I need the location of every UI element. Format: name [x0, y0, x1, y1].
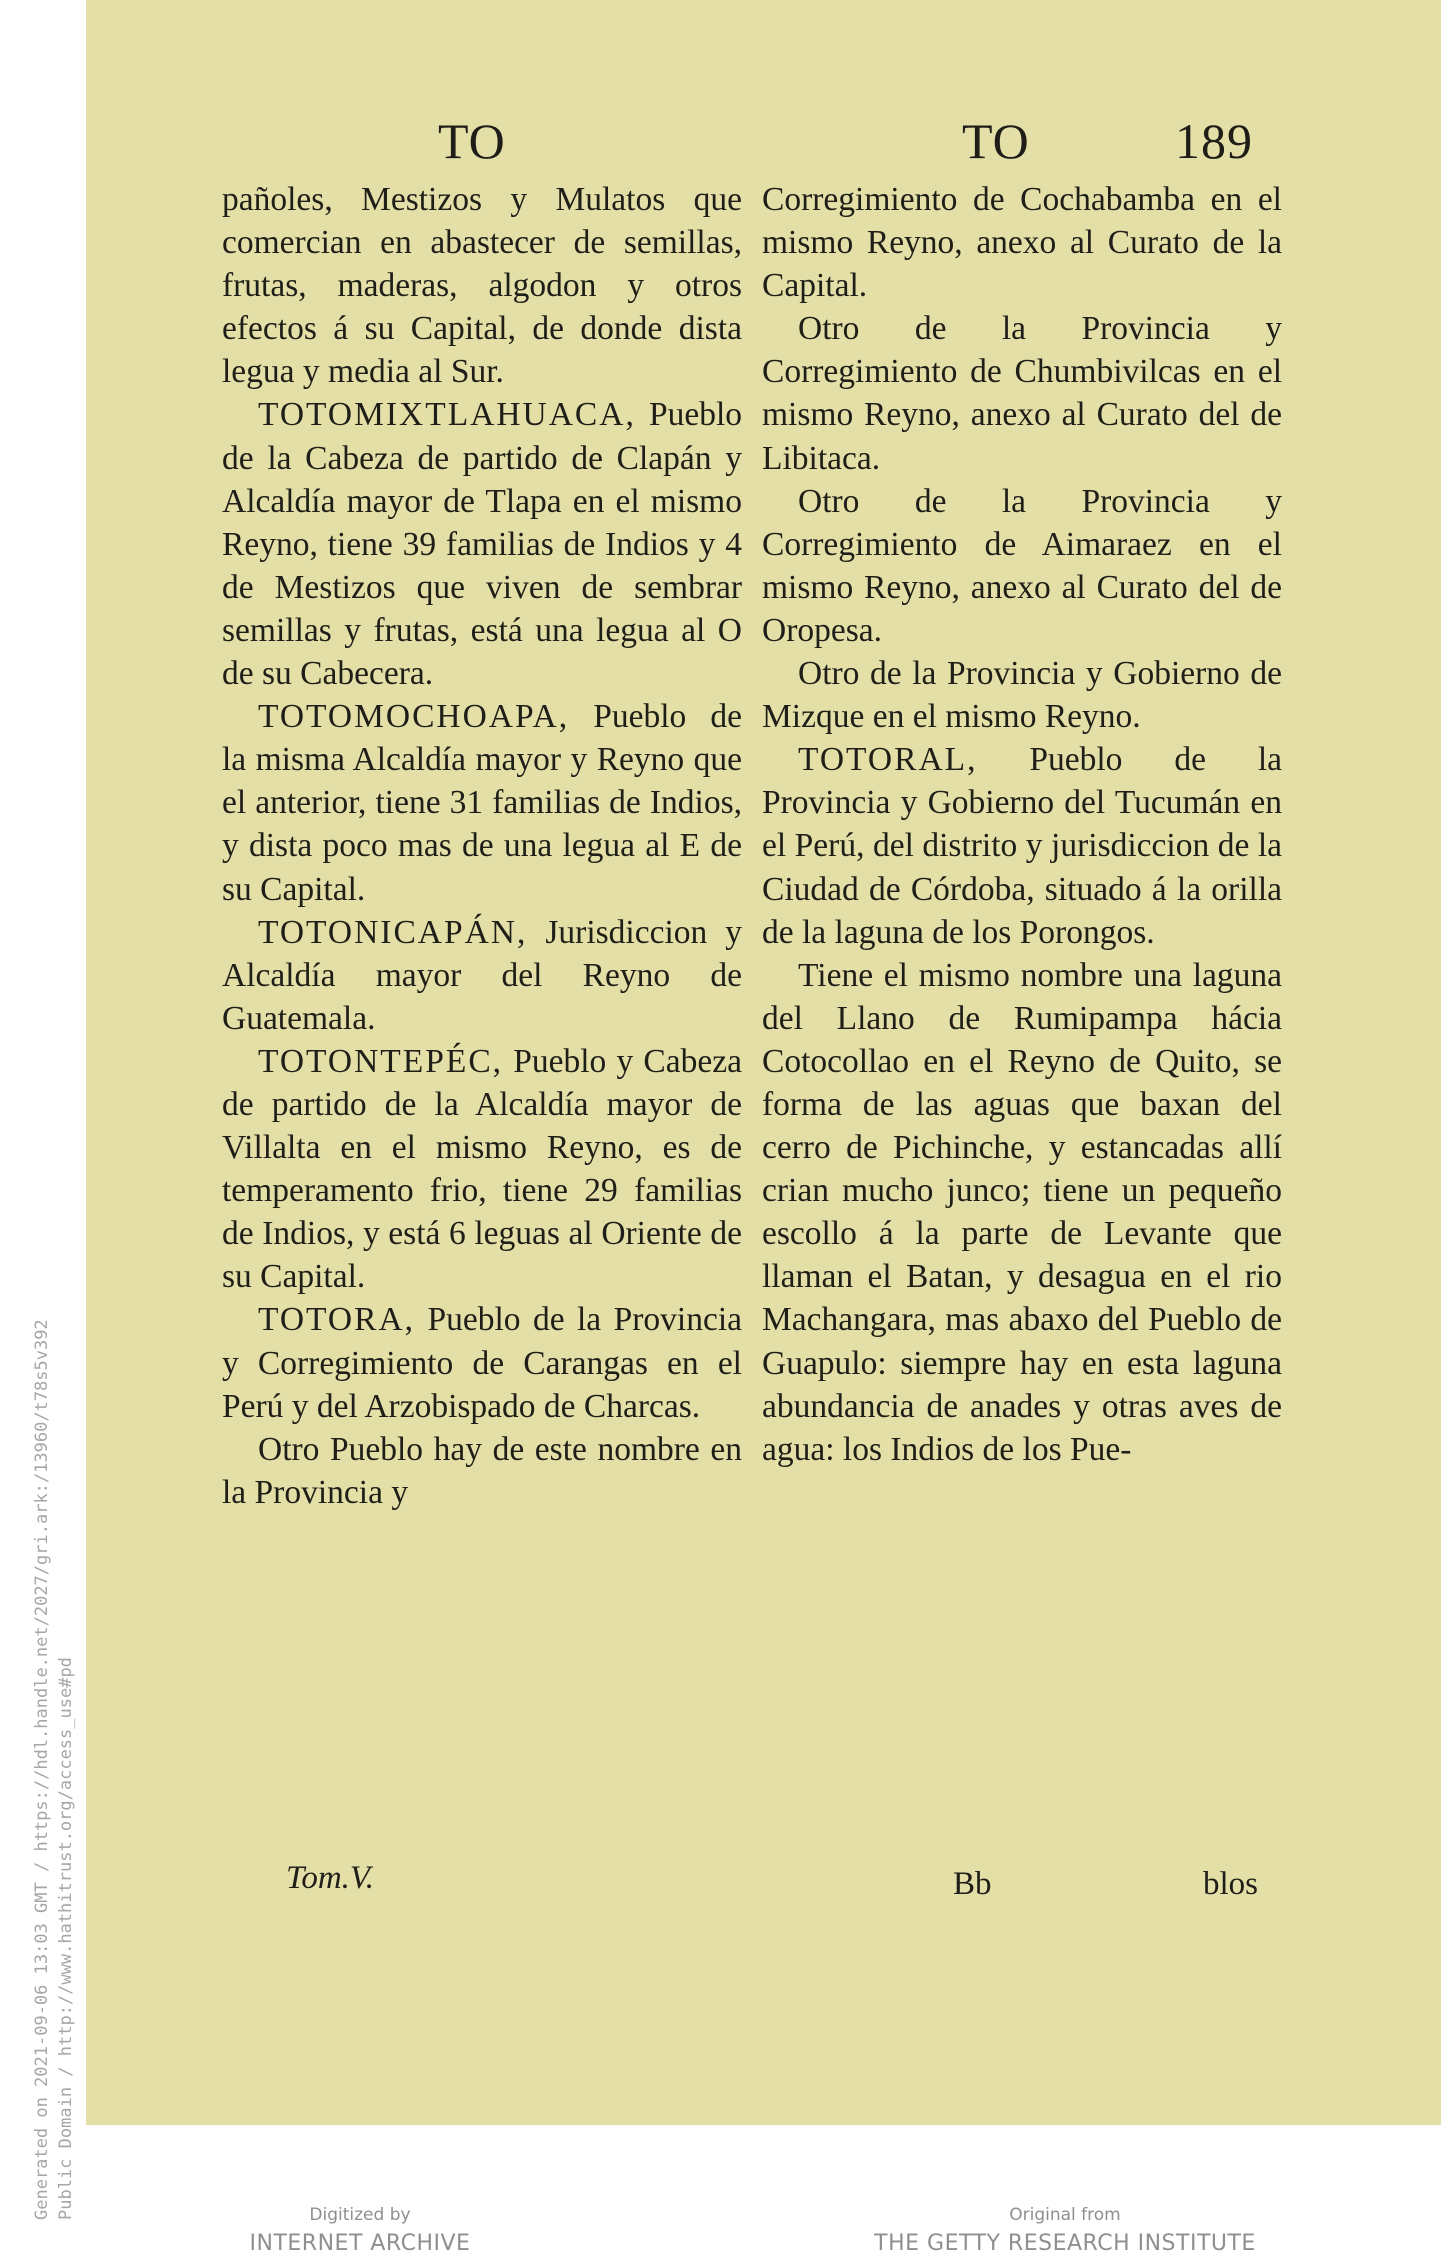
left-column [222, 178, 742, 1514]
watermark-line-2: Public Domain / http://www.hathitrust.org/access_use#pd [56, 1657, 76, 2220]
entry-text: Tiene el mismo nombre una laguna del Llano de Rumipampa hácia Cotocollao en el Reyno de Quito, se forma de las aguas que baxan del cerro de Pichinche, y estancadas allí crian mucho junco; tiene un pequeño escollo á la parte de Levante que llaman el Batan, y desagua en el rio Machangara, mas abaxo del Pueblo de Guapulo: siempre hay en esta laguna abundancia de anades y otras aves de agua: los Indios de los Pue- [762, 956, 1282, 1468]
text-paragraph [762, 307, 1282, 479]
digitized-by-label: Digitized by [309, 2205, 411, 2225]
original-from-credit [865, 2205, 1265, 2256]
entry-text: Pueblo de la Provincia y Corregimiento de Carangas en el Perú y del Arzobispado de Charcas. [222, 1301, 742, 1425]
dictionary-entry [222, 911, 742, 1040]
entry-headword: TOTORAL, [798, 741, 978, 779]
dictionary-entry [222, 393, 742, 695]
text-paragraph [222, 1428, 742, 1514]
internet-archive-label: INTERNET ARCHIVE [249, 2231, 471, 2256]
entry-text: Otro Pueblo hay de este nombre en la Provincia y [222, 1430, 742, 1511]
dictionary-entry [222, 1298, 742, 1427]
text-paragraph [762, 954, 1282, 1471]
entry-text: Pueblo y Cabeza de partido de la Alcaldía mayor de Villalta en el mismo Reyno, es de temperamento frio, tiene 29 familias de Indios, y está 6 leguas al Oriente de su Capital. [222, 1042, 742, 1296]
entry-text: Otro de la Provincia y Corregimiento de Chumbivilcas en el mismo Reyno, anexo al Curato del de Libitaca. [762, 310, 1282, 477]
getty-label: THE GETTY RESEARCH INSTITUTE [874, 2231, 1256, 2256]
catchword: blos [1203, 1866, 1259, 1902]
watermark-line-1: Generated on 2021-09-06 13:03 GMT / https://hdl.handle.net/2027/gri.ark:/13960/t78s5v392 [32, 1319, 52, 2220]
dictionary-entry [222, 1040, 742, 1299]
right-column [762, 178, 1282, 1471]
entry-headword: TOTORA, [258, 1301, 416, 1339]
entry-text: Jurisdiccion y Alcaldía mayor del Reyno de Guatemala. [222, 913, 742, 1037]
volume-mark: Tom.V. [286, 1860, 375, 1896]
running-head-right: TO [962, 113, 1030, 169]
page-number: 189 [1175, 113, 1253, 169]
text-paragraph [222, 178, 742, 393]
text-paragraph [762, 178, 1282, 307]
original-from-label: Original from [1009, 2205, 1121, 2225]
entry-text: Corregimiento de Cochabamba en el mismo Reyno, anexo al Curato de la Capital. [762, 181, 1282, 305]
entry-text: Otro de la Provincia y Corregimiento de Aimaraez en el mismo Reyno, anexo al Curato del de Oropesa. [762, 482, 1282, 649]
text-paragraph [762, 480, 1282, 652]
generation-watermark [30, 1319, 78, 2220]
entry-text: pañoles, Mestizos y Mulatos que comercian en abastecer de semillas, frutas, maderas, algodon y otros efectos á su Capital, de donde dista legua y media al Sur. [222, 181, 742, 391]
dictionary-entry [762, 738, 1282, 953]
entry-text: Pueblo de la misma Alcaldía mayor y Reyno que el anterior, tiene 31 familias de Indios, y dista poco mas de una legua al E de su Capital. [222, 698, 742, 908]
dictionary-entry [222, 695, 742, 910]
entry-headword: TOTOMIXTLAHUACA, [258, 396, 636, 434]
digitized-by-credit [210, 2205, 510, 2256]
entry-text: Otro de la Provincia y Gobierno de Mizque en el mismo Reyno. [762, 655, 1282, 736]
entry-text: Pueblo de la Cabeza de partido de Clapán y Alcaldía mayor de Tlapa en el mismo Reyno, tiene 39 familias de Indios y 4 de Mestizos que viven de sembrar semillas y frutas, está una legua al O de su Cabecera. [222, 396, 742, 693]
entry-headword: TOTONICAPÁN, [258, 913, 528, 951]
signature-mark: Bb [953, 1866, 992, 1902]
entry-text: Pueblo de la Provincia y Gobierno del Tucumán en el Perú, del distrito y jurisdiccion de la Ciudad de Córdoba, situado á la orilla de la laguna de los Porongos. [762, 741, 1282, 951]
entry-headword: TOTONTEPÉC, [258, 1042, 504, 1080]
entry-headword: TOTOMOCHOAPA, [258, 698, 570, 736]
running-head-left: TO [438, 113, 506, 169]
text-paragraph [762, 652, 1282, 738]
